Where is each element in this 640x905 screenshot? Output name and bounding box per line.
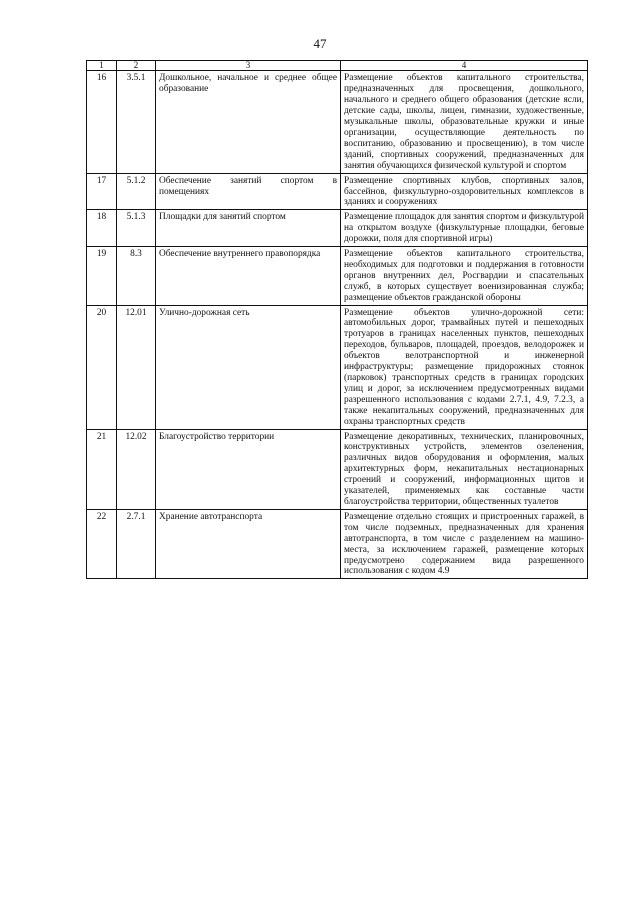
table-row [87, 210, 588, 247]
row-number-cell: 21 [87, 429, 117, 509]
row-description-cell: Размещение объектов капитального строительства, необходимых для подготовки и поддержания в готовности органов внутренних дел, Росгвардии и спасательных служб, в которых существует военизированная служба; размещение объектов гражданской обороны [341, 247, 588, 306]
row-description-cell: Размещение спортивных клубов, спортивных залов, бассейнов, физкультурно-оздоровительных комплексов в зданиях и сооружениях [341, 173, 588, 210]
row-name-cell: Улично-дорожная сеть [156, 305, 341, 429]
table-row [87, 247, 588, 306]
row-code-cell: 2.7.1 [117, 509, 156, 578]
row-name-cell: Обеспечение занятий спортом в помещениях [156, 173, 341, 210]
row-description-cell: Размещение отдельно стоящих и пристроенных гаражей, в том числе подземных, предназначенных для хранения автотранспорта, в том числе с разделением на машино-места, за исключением гаражей, размещение которых предусмотрено содержанием вида разрешенного использования с кодом 4.9 [341, 509, 588, 578]
column-header-name: 3 [156, 61, 341, 71]
table-row [87, 173, 588, 210]
row-code-cell: 12.01 [117, 305, 156, 429]
table-row [87, 305, 588, 429]
row-name-cell: Благоустройство территории [156, 429, 341, 509]
row-code-cell: 5.1.3 [117, 210, 156, 247]
row-code-cell: 3.5.1 [117, 71, 156, 173]
row-number-cell: 19 [87, 247, 117, 306]
row-number-cell: 16 [87, 71, 117, 173]
column-header-description: 4 [341, 61, 588, 71]
row-description-cell: Размещение объектов капитального строительства, предназначенных для просвещения, дошкольного, начального и среднего общего образования (детские ясли, детские сады, школы, лицеи, гимназии, художественные, музыкальные школы, образовательные кружки и иные организации, осуществляющие деятельность по воспитанию, образованию и просвещению), в том числе зданий, спортивных сооружений, предназначенных для занятия обучающихся физической культурой и спортом [341, 71, 588, 173]
row-code-cell: 12.02 [117, 429, 156, 509]
row-name-cell: Обеспечение внутреннего правопорядка [156, 247, 341, 306]
row-name-cell: Дошкольное, начальное и среднее общее образование [156, 71, 341, 173]
row-code-cell: 5.1.2 [117, 173, 156, 210]
row-code-cell: 8.3 [117, 247, 156, 306]
row-number-cell: 17 [87, 173, 117, 210]
table-row [87, 429, 588, 509]
row-description-cell: Размещение площадок для занятия спортом и физкультурой на открытом воздухе (физкультурные площадки, беговые дорожки, поля для спортивной игры) [341, 210, 588, 247]
row-number-cell: 22 [87, 509, 117, 578]
land-use-table [86, 60, 588, 579]
column-header-number: 1 [87, 61, 117, 71]
row-number-cell: 20 [87, 305, 117, 429]
table-row [87, 71, 588, 173]
table-body [87, 71, 588, 579]
header-row [87, 61, 588, 71]
row-description-cell: Размещение декоративных, технических, планировочных, конструктивных устройств, элементов озеленения, различных видов оборудования и оформления, малых архитектурных форм, некапитальных нестационарных строений и сооружений, информационных щитов и указателей, применяемых как составные части благоустройства территории, общественных туалетов [341, 429, 588, 509]
row-description-cell: Размещение объектов улично-дорожной сети: автомобильных дорог, трамвайных путей и пешеходных тротуаров в границах населенных пунктов, пешеходных переходов, бульваров, площадей, проездов, велодорожек и объектов велотранспортной и инженерной инфраструктуры; размещение придорожных стоянок (парковок) транспортных средств в границах городских улиц и дорог, за исключением предусмотренных видами разрешенного использования с кодами 2.7.1, 4.9, 7.2.3, а также некапитальных сооружений, предназначенных для охраны транспортных средств [341, 305, 588, 429]
table-header [87, 61, 588, 71]
row-number-cell: 18 [87, 210, 117, 247]
page-number: 47 [313, 36, 327, 51]
table-row [87, 509, 588, 578]
row-name-cell: Хранение автотранспорта [156, 509, 341, 578]
row-name-cell: Площадки для занятий спортом [156, 210, 341, 247]
column-header-code: 2 [117, 61, 156, 71]
